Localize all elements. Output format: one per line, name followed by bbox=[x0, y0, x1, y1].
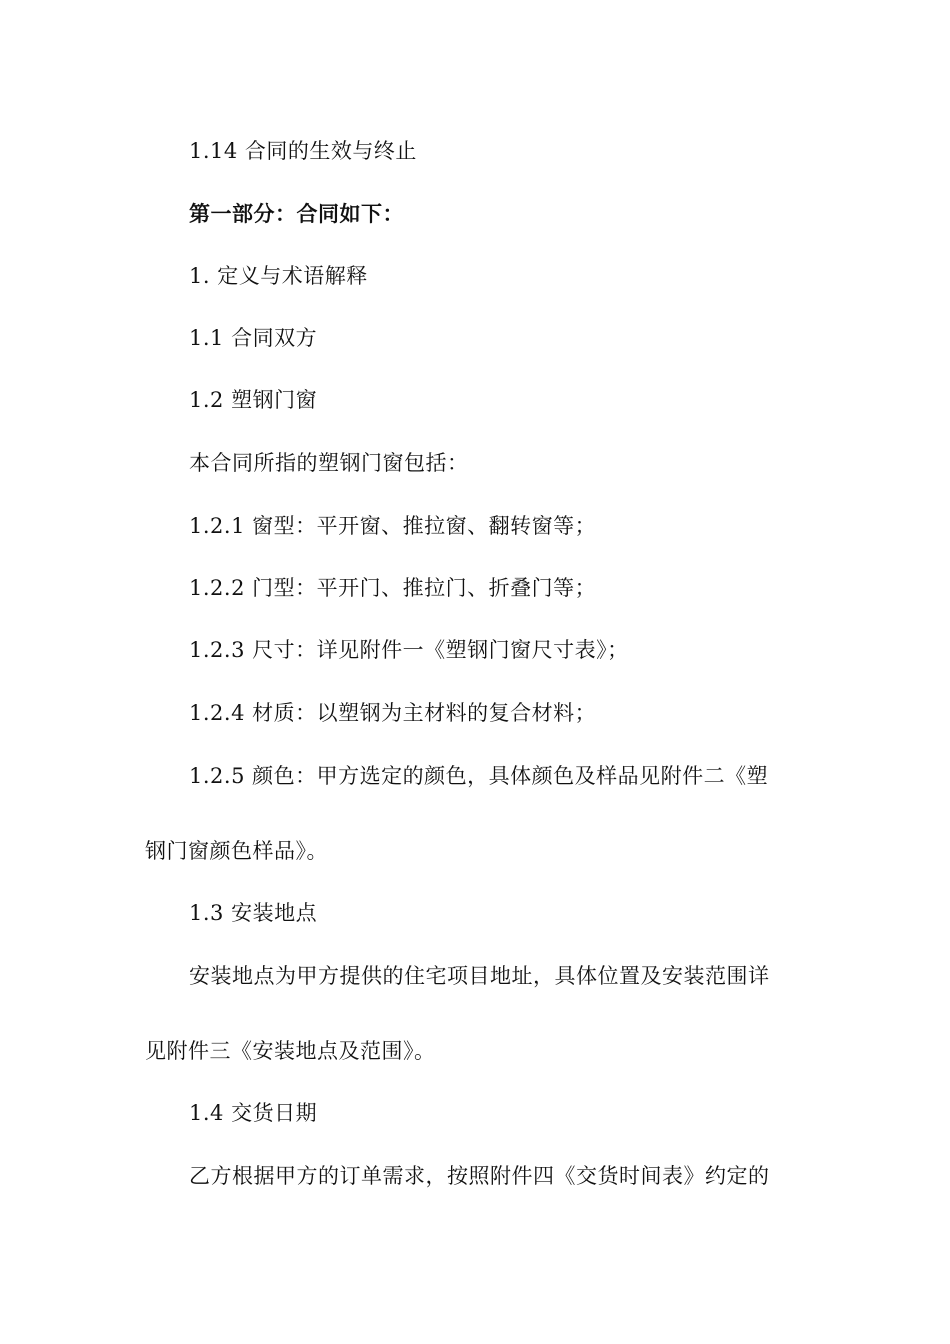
clause-1-2-4: 1.2.4 材质：以塑钢为主材料的复合材料； bbox=[189, 701, 597, 725]
paragraph-scope: 本合同所指的塑钢门窗包括： bbox=[189, 451, 469, 475]
clause-1-2-2: 1.2.2 门型：平开门、推拉门、折叠门等； bbox=[189, 576, 597, 600]
paragraph-install-location-continued: 见附件三《安装地点及范围》。 bbox=[145, 1039, 436, 1063]
clause-1-2-5-continued: 钢门窗颜色样品》。 bbox=[145, 839, 328, 863]
clause-1-2: 1.2 塑钢门窗 bbox=[189, 388, 318, 412]
clause-1-2-1: 1.2.1 窗型：平开窗、推拉窗、翻转窗等； bbox=[189, 514, 597, 538]
clause-1-4: 1.4 交货日期 bbox=[189, 1101, 318, 1125]
clause-1-14: 1.14 合同的生效与终止 bbox=[189, 139, 417, 163]
paragraph-delivery: 乙方根据甲方的订单需求，按照附件四《交货时间表》约定的 bbox=[189, 1164, 770, 1188]
clause-1-2-3: 1.2.3 尺寸：详见附件一《塑钢门窗尺寸表》； bbox=[189, 638, 629, 662]
paragraph-install-location: 安装地点为甲方提供的住宅项目地址，具体位置及安装范围详 bbox=[189, 964, 770, 988]
part-one-heading: 第一部分：合同如下： bbox=[189, 201, 404, 226]
clause-1-2-5: 1.2.5 颜色：甲方选定的颜色，具体颜色及样品见附件二《塑 bbox=[189, 764, 769, 788]
section-1-title: 1. 定义与术语解释 bbox=[189, 264, 368, 288]
clause-1-3: 1.3 安装地点 bbox=[189, 901, 318, 925]
clause-1-1: 1.1 合同双方 bbox=[189, 326, 318, 350]
